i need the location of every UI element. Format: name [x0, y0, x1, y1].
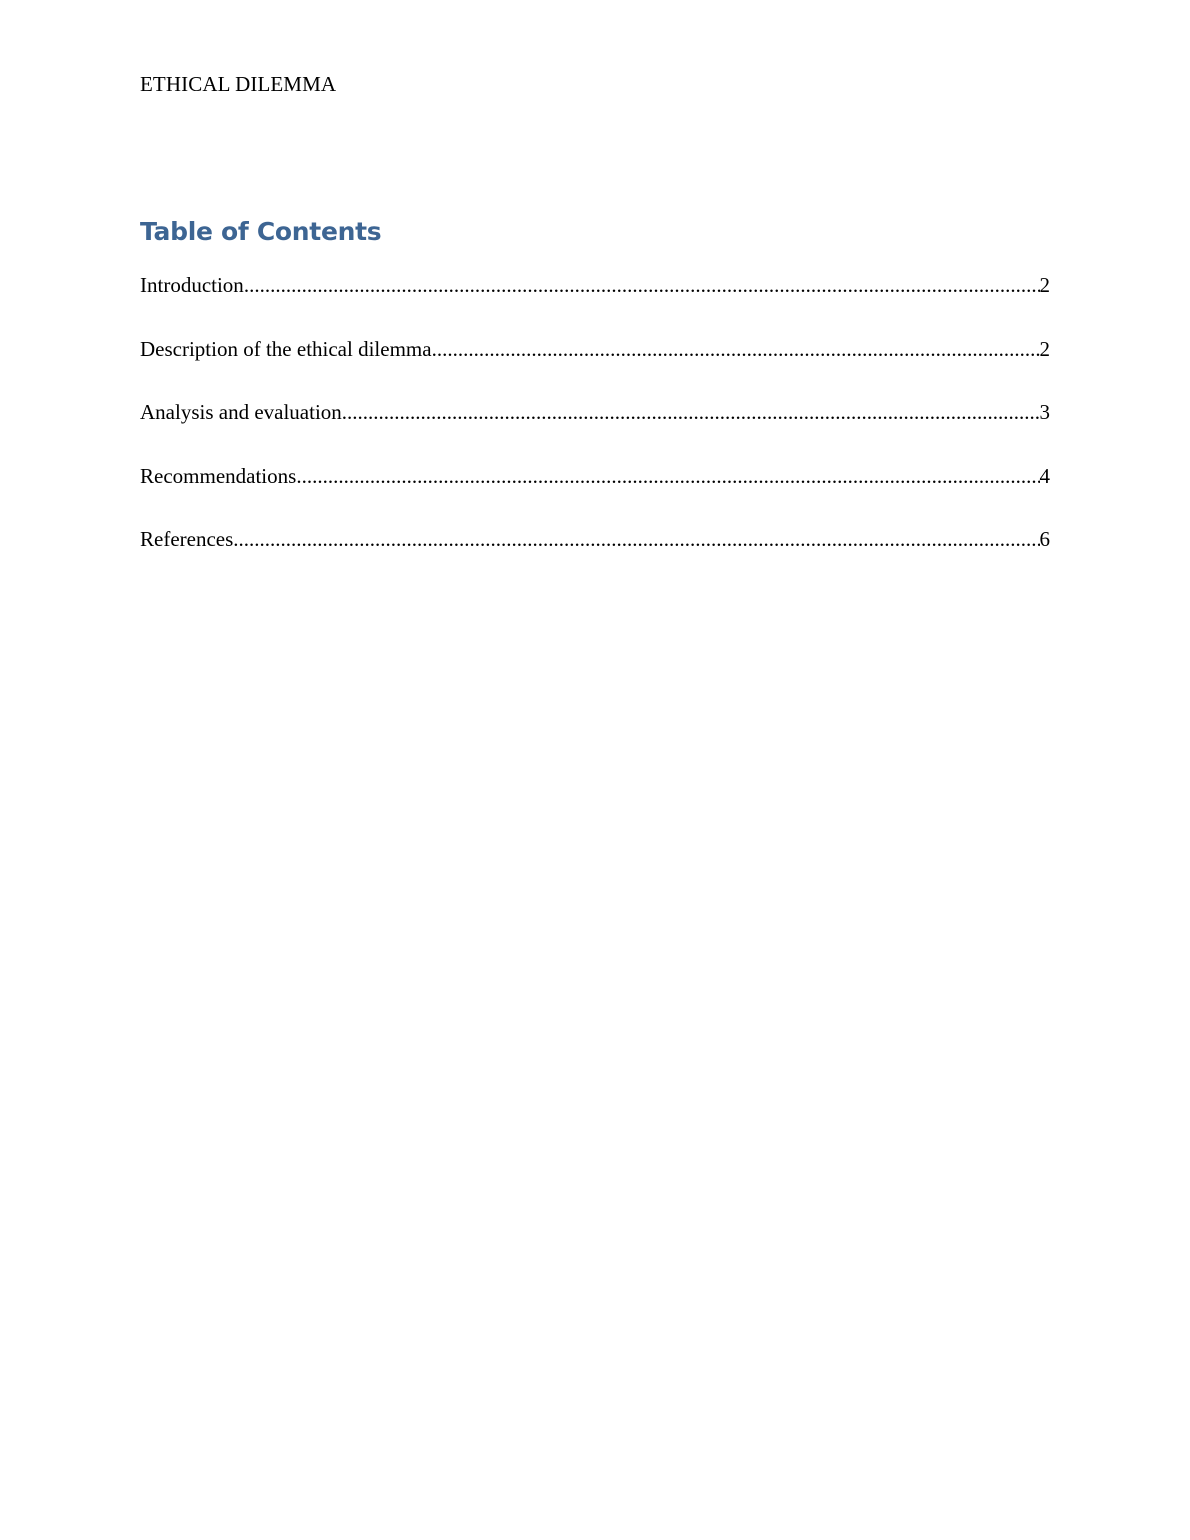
toc-entry-references[interactable]: [140, 525, 1050, 589]
toc-entry-title: Recommendations: [140, 463, 297, 488]
toc-entry-analysis[interactable]: [140, 398, 1050, 462]
toc-entry-title: Analysis and evaluation: [140, 400, 342, 424]
toc-dot-leader: [296, 462, 1039, 490]
toc-dot-leader: [233, 525, 1039, 553]
toc-entry-title: References: [140, 527, 234, 551]
toc-entry-title: Description of the ethical dilemma: [140, 336, 432, 361]
toc-entry-page-number: 3: [1039, 400, 1050, 424]
toc-entry-description[interactable]: [140, 335, 1050, 399]
toc-entry-page-number: 4: [1039, 463, 1050, 488]
toc-entry-page-number: 2: [1039, 336, 1050, 361]
running-head: ETHICAL DILEMMA: [140, 72, 337, 96]
toc-entry-introduction[interactable]: [140, 271, 1050, 335]
toc-dot-leader: [432, 335, 1040, 363]
toc-list: [140, 271, 1050, 589]
toc-entry-recommendations[interactable]: [140, 462, 1050, 526]
toc-dot-leader: [244, 271, 1040, 299]
toc-entry-page-number: 6: [1039, 527, 1050, 551]
toc-dot-leader: [342, 398, 1040, 426]
toc-entry-page-number: 2: [1039, 273, 1050, 297]
toc-heading: Table of Contents: [140, 217, 382, 246]
toc-entry-title: Introduction: [140, 273, 244, 297]
